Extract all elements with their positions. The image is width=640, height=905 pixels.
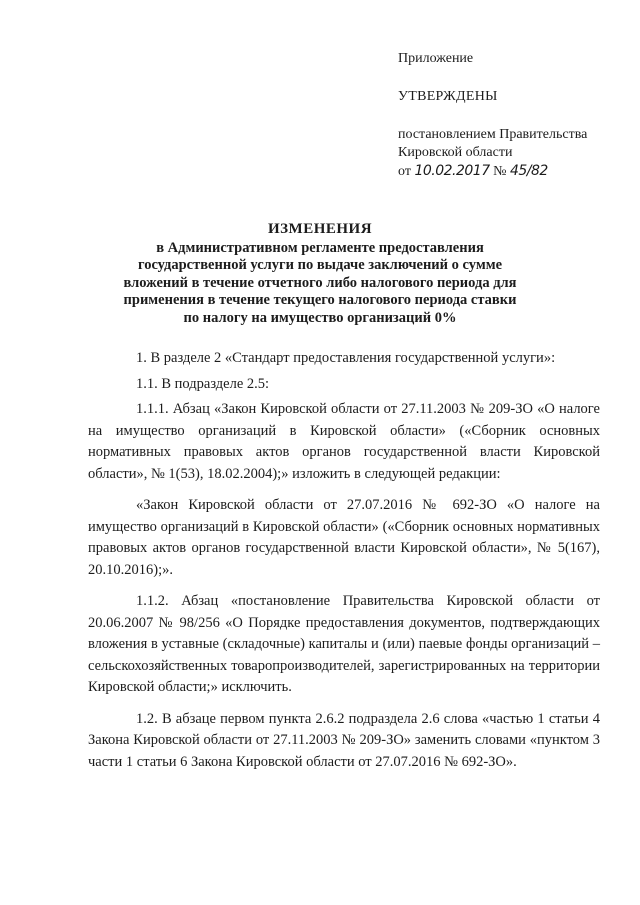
appendix-label: Приложение: [398, 51, 474, 66]
paragraph-section-2: 1. В разделе 2 «Стандарт предоставления государственной услуги»:: [136, 350, 556, 366]
number-sign: №: [493, 164, 507, 179]
document-title: [100, 221, 540, 327]
title-heading: ИЗМЕНЕНИЯ: [267, 221, 373, 237]
resolution-date-line: [398, 162, 548, 181]
title-line: вложений в течение отчетного либо налогового периода для: [123, 274, 517, 291]
handwritten-number: 45/82: [509, 163, 548, 179]
resolution-line-2: Кировской области: [398, 145, 513, 160]
paragraph-1-1-1: 1.1.1. Абзац «Закон Кировской области от 27.11.2003 № 209-ЗО «О налоге на имущество организаций в Кировской области» («Сборник основных нормативных правовых актов органов государственной власти Кировской области», № 1(53), 18.02.2004);» изложить в следующей редакции:: [88, 401, 600, 482]
paragraph-subsection-2-5: 1.1. В подразделе 2.5:: [136, 375, 270, 392]
title-line: государственной услуги по выдаче заключений о сумме: [137, 257, 503, 273]
title-line: применения в течение текущего налогового периода ставки: [123, 292, 517, 308]
document-body: [88, 348, 600, 783]
approved-label: УТВЕРЖДЕНЫ: [398, 89, 498, 104]
handwritten-date: 10.02.2017: [414, 163, 490, 179]
title-line: по налогу на имущество организаций 0%: [183, 309, 457, 326]
resolution-line-1: постановлением Правительства: [398, 127, 588, 142]
date-prefix: от: [398, 164, 411, 179]
paragraph-new-wording: «Закон Кировской области от 27.07.2016 № 692-ЗО «О налоге на имущество организаций в Кировской области» («Сборник основных нормативных правовых актов органов государственной власти Кировской области», № 5(167), 20.10.2016);».: [88, 497, 600, 578]
paragraph-1-2: 1.2. В абзаце первом пункта 2.6.2 подраздела 2.6 слова «частью 1 статьи 4 Закона Кировской области от 27.11.2003 № 209-ЗО» заменить словами «пунктом 3 части 1 статьи 6 Закона Кировской области от 27.07.2016 № 692-ЗО».: [88, 710, 600, 770]
title-line: в Административном регламенте предоставления: [156, 239, 484, 256]
paragraph-1-1-2: 1.1.2. Абзац «постановление Правительства Кировской области от 20.06.2007 № 98/256 «О Порядке предоставления документов, подтверждающих вложения в уставные (складочные) капиталы и (или) паевые фонды организаций – сельскохозяйственных товаропроизводителей, зарегистрированных на территории Кировской области;» исключить.: [88, 593, 600, 695]
